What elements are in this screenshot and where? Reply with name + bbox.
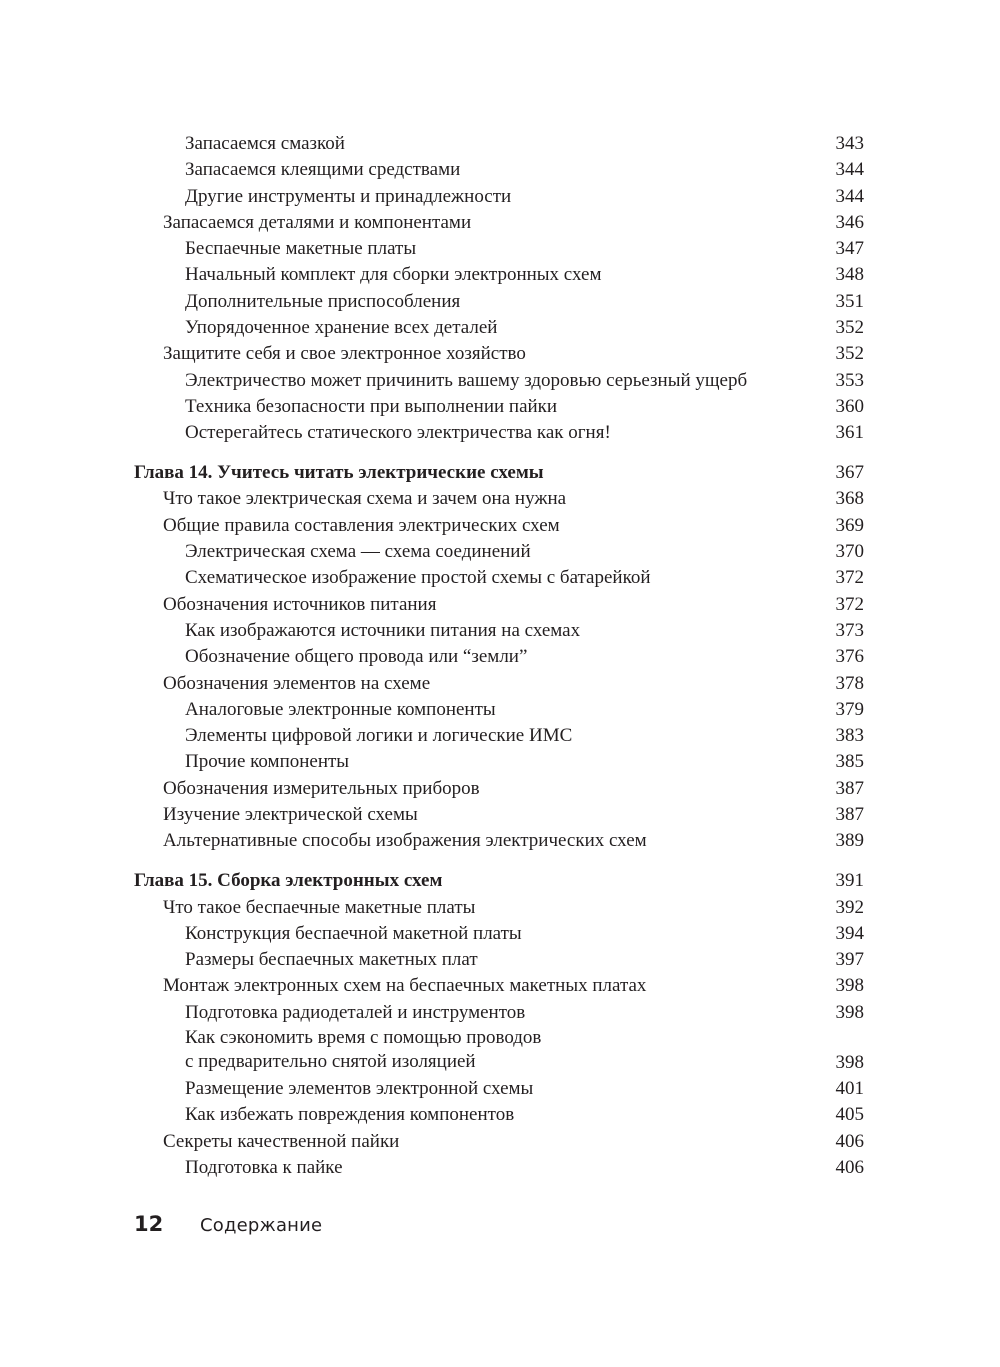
toc-entry-page-number: 392 (835, 896, 864, 918)
toc-entry-title: Размеры беспаечных макетных плат (185, 949, 478, 971)
toc-entry-page-number: 376 (835, 646, 864, 668)
toc-entry-page-number: 387 (835, 777, 864, 799)
toc-entry[interactable] (134, 262, 864, 288)
toc-entry[interactable] (134, 697, 864, 723)
toc-entry-page-number: 348 (835, 264, 864, 286)
toc-entry-page-number: 397 (835, 949, 864, 971)
toc-entry-title: Как изображаются источники питания на схемах (185, 619, 581, 641)
toc-entry[interactable] (134, 289, 864, 315)
toc-entry[interactable] (134, 802, 864, 828)
toc-entry-title: Начальный комплект для сборки электронных схем (185, 264, 602, 286)
toc-entry-title: Аналоговые электронные компоненты (185, 698, 496, 720)
toc-entry-page-number: 398 (835, 1051, 864, 1073)
toc-entry-title: Подготовка радиодеталей и инструментов (185, 1001, 526, 1023)
toc-entry[interactable] (134, 618, 864, 644)
toc-entry-page-number: 394 (835, 922, 864, 944)
toc-entry-page-number: 353 (835, 369, 864, 391)
toc-entry[interactable] (134, 921, 864, 947)
toc-entry[interactable] (134, 776, 864, 802)
toc-entry[interactable] (134, 1076, 864, 1102)
toc-entry-title: Другие инструменты и принадлежности (185, 185, 512, 207)
toc-entry-title: Изучение электрической схемы (163, 804, 418, 826)
toc-entry-page-number: 346 (835, 211, 864, 233)
toc-entry[interactable] (134, 644, 864, 670)
toc-entry-title: Конструкция беспаечной макетной платы (185, 922, 522, 944)
toc-entry[interactable] (134, 723, 864, 749)
toc-entry[interactable] (134, 157, 864, 183)
toc-entry-title: Подготовка к пайке (185, 1156, 343, 1178)
toc-entry[interactable] (134, 420, 864, 446)
toc-entry[interactable] (134, 368, 864, 394)
toc-entry-page-number: 372 (835, 593, 864, 615)
toc-entry-page-number: 378 (835, 672, 864, 694)
toc-entry-title: Беспаечные макетные платы (185, 238, 417, 260)
toc-entry-page-number: 367 (835, 462, 864, 484)
toc-entry[interactable] (134, 486, 864, 512)
toc-entry-page-number: 389 (835, 830, 864, 852)
toc-entry-title: Монтаж электронных схем на беспаечных макетных платах (163, 975, 647, 997)
toc-entry[interactable] (134, 671, 864, 697)
toc-entry-page-number: 372 (835, 567, 864, 589)
toc-entry[interactable] (134, 749, 864, 775)
toc-entry[interactable] (134, 184, 864, 210)
toc-entry-title: Элементы цифровой логики и логические ИМС (185, 725, 573, 747)
toc-entry-title: Обозначение общего провода или “земли” (185, 646, 528, 668)
toc-entry[interactable] (134, 131, 864, 157)
toc-entry-title: Обозначения элементов на схеме (163, 672, 431, 694)
toc-entry[interactable] (134, 565, 864, 591)
toc-entry-page-number: 361 (835, 422, 864, 444)
toc-entry-page-number: 352 (835, 317, 864, 339)
toc-entry-title: Запасаемся деталями и компонентами (163, 211, 472, 233)
toc-entry-page-number: 379 (835, 698, 864, 720)
toc-entry-title: Обозначения измерительных приборов (163, 777, 480, 799)
toc-entry-page-number: 383 (835, 725, 864, 747)
toc-entry-title: Схематическое изображение простой схемы с батарейкой (185, 567, 651, 589)
toc-entry-title: Прочие компоненты (185, 751, 350, 773)
toc-entry-title: Остерегайтесь статического электричества как огня! (185, 422, 611, 444)
toc-entry-title: Запасаемся смазкой (185, 133, 345, 154)
toc-entry[interactable] (134, 973, 864, 999)
toc-entry-page-number: 347 (835, 238, 864, 260)
toc-entry-title: Как избежать повреждения компонентов (185, 1104, 515, 1126)
toc-entry-page-number: 352 (835, 343, 864, 365)
page-footer (134, 1209, 322, 1241)
toc-entry-page-number: 401 (835, 1077, 864, 1099)
toc-entry[interactable] (134, 1129, 864, 1155)
toc-entry-page-number: 391 (835, 870, 864, 892)
toc-entry[interactable] (134, 1000, 864, 1026)
toc-entry-title: Общие правила составления электрических схем (163, 514, 560, 536)
toc-entry-title: Секреты качественной пайки (163, 1130, 400, 1152)
toc-entry-page-number: 406 (835, 1156, 864, 1178)
toc-entry[interactable] (134, 394, 864, 420)
toc-entry-title: Техника безопасности при выполнении пайки (185, 395, 558, 417)
toc-entry[interactable] (134, 236, 864, 262)
toc-entry-title: Запасаемся клеящими средствами (185, 159, 461, 181)
toc-entry[interactable] (134, 1026, 864, 1076)
toc-entry-title: Глава 14. Учитесь читать электрические схемы (134, 462, 544, 484)
toc-entry[interactable] (134, 210, 864, 236)
toc-entry[interactable] (134, 895, 864, 921)
toc-entry-page-number: 369 (835, 514, 864, 536)
toc-entry[interactable] (134, 341, 864, 367)
toc-entry-title: Глава 15. Сборка электронных схем (134, 870, 443, 892)
toc-entry-page-number: 398 (835, 1001, 864, 1023)
toc-entry[interactable] (134, 539, 864, 565)
toc-entry[interactable] (134, 513, 864, 539)
toc-entry-page-number: 351 (835, 290, 864, 312)
toc-entry[interactable] (134, 947, 864, 973)
toc-chapter-entry[interactable] (134, 460, 864, 486)
toc-entry[interactable] (134, 315, 864, 341)
toc-entry-title: Как сэкономить время с помощью проводов (185, 1026, 542, 1048)
toc-entry-title: Что такое беспаечные макетные платы (163, 896, 476, 918)
toc-entry-page-number: 343 (835, 133, 864, 154)
running-title: Содержание (200, 1215, 323, 1236)
toc-entry-title: Электрическая схема — схема соединений (185, 541, 531, 563)
toc-entry-title: Дополнительные приспособления (185, 290, 461, 312)
toc-entry-title: Упорядоченное хранение всех деталей (185, 317, 498, 339)
toc-entry-page-number: 373 (835, 619, 864, 641)
toc-entry-page-number: 406 (835, 1130, 864, 1152)
toc-entry-title: Защитите себя и свое электронное хозяйство (163, 343, 526, 365)
toc-entry[interactable] (134, 592, 864, 618)
toc-entry[interactable] (134, 1102, 864, 1128)
toc-entry-page-number: 405 (835, 1104, 864, 1126)
page-number: 12 (134, 1212, 164, 1236)
toc-entry-title: Размещение элементов электронной схемы (185, 1077, 534, 1099)
toc-entry[interactable] (134, 1155, 864, 1181)
toc-entry-page-number: 344 (835, 159, 864, 181)
toc-entry-page-number: 387 (835, 804, 864, 826)
toc-chapter-entry[interactable] (134, 868, 864, 894)
toc-entry-title: Электричество может причинить вашему здоровью серьезный ущерб (185, 369, 748, 391)
toc-entry-title: Альтернативные способы изображения электрических схем (163, 830, 647, 852)
toc-entry-page-number: 385 (835, 751, 864, 773)
toc-entry-title-continued: с предварительно снятой изоляцией (185, 1050, 476, 1072)
toc-entry-page-number: 368 (835, 488, 864, 510)
toc-entry[interactable] (134, 828, 864, 854)
toc-entry-title: Что такое электрическая схема и зачем она нужна (163, 488, 567, 510)
toc-entry-page-number: 360 (835, 395, 864, 417)
toc-entry-page-number: 398 (835, 975, 864, 997)
toc-entry-page-number: 370 (835, 541, 864, 563)
toc-entry-title: Обозначения источников питания (163, 593, 437, 615)
toc-entry-page-number: 344 (835, 185, 864, 207)
table-of-contents (134, 131, 864, 1181)
